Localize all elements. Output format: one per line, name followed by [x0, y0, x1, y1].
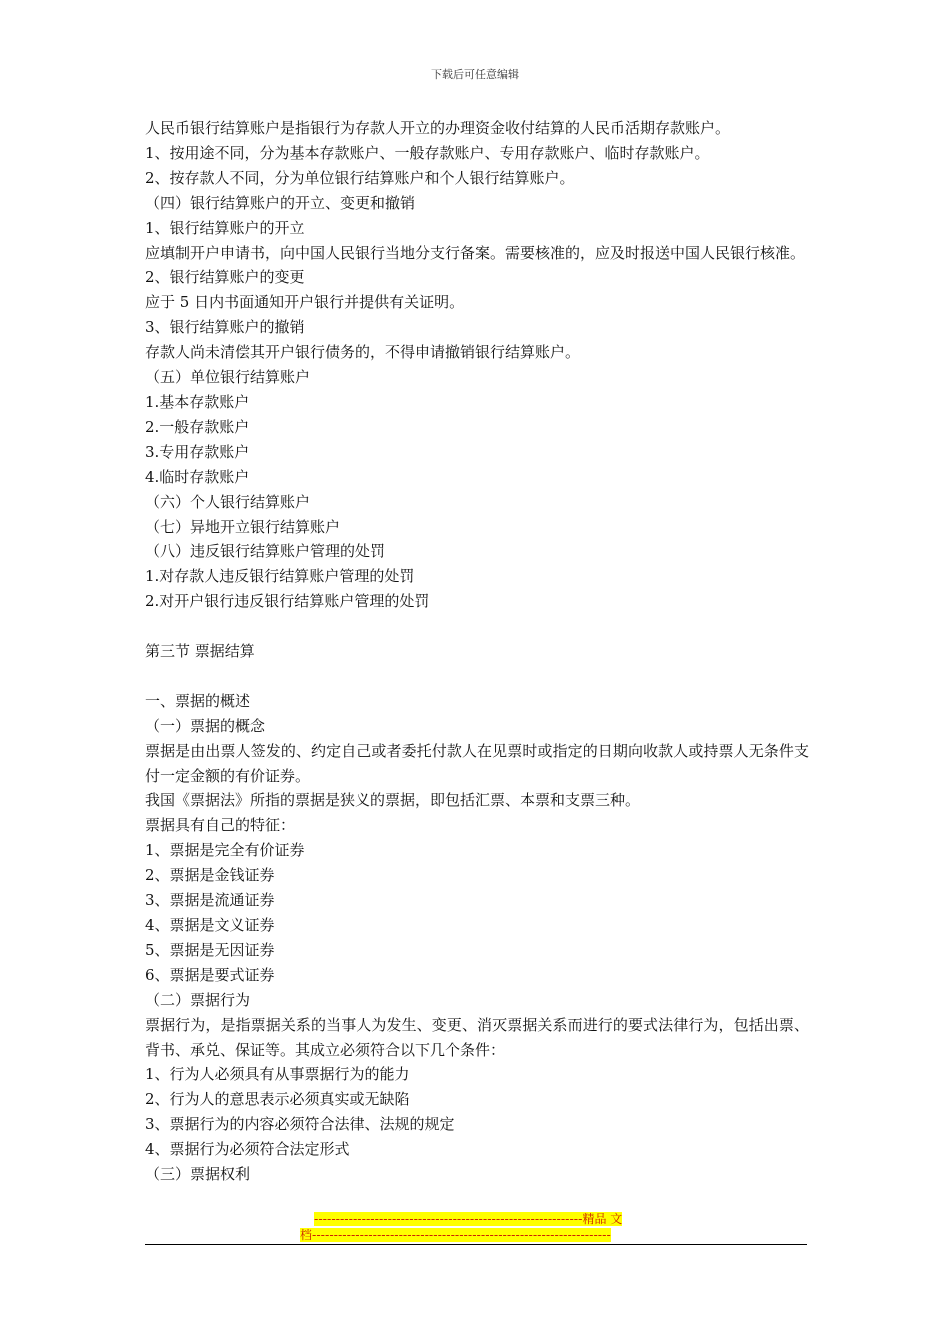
list-item: 2、票据是金钱证券	[145, 866, 275, 885]
banner-text: --------------------------------------------------------------精品 文	[314, 1212, 623, 1226]
subsection-heading: 1、银行结算账户的开立	[145, 218, 305, 237]
section-heading: （八）违反银行结算账户管理的处罚	[145, 542, 386, 561]
list-item: 3.专用存款账户	[145, 442, 250, 461]
page-header: 下载后可任意编辑	[431, 68, 519, 81]
paragraph: 存款人尚未清偿其开户银行债务的，不得申请撤销银行结算账户。	[145, 343, 581, 362]
paragraph: 人民币银行结算账户是指银行为存款人开立的办理资金收付结算的人民币活期存款账户。	[145, 119, 731, 137]
section-heading: 一、票据的概述	[145, 691, 251, 710]
list-item: 4、票据是文义证券	[145, 915, 275, 934]
list-item: 2.一般存款账户	[145, 417, 250, 436]
subsection-heading: 3、银行结算账户的撤销	[145, 318, 305, 337]
list-item: 2.对开户银行违反银行结算账户管理的处罚	[145, 592, 430, 611]
paragraph: 票据具有自己的特征：	[145, 816, 296, 835]
section-heading: （四）银行结算账户的开立、变更和撤销	[145, 193, 416, 212]
list-item: 1、票据是完全有价证券	[145, 841, 305, 860]
list-item: 3、票据行为的内容必须符合法律、法规的规定	[145, 1115, 455, 1134]
footer-divider	[145, 1244, 807, 1245]
list-item: 1.对存款人违反银行结算账户管理的处罚	[145, 567, 415, 586]
chapter-heading: 第三节 票据结算	[145, 642, 255, 661]
list-item: 2、行为人的意思表示必须真实或无缺陷	[145, 1090, 410, 1109]
list-item: 1.基本存款账户	[145, 392, 250, 411]
subsection-heading: （二）票据行为	[145, 990, 251, 1009]
paragraph: 票据是由出票人签发的、约定自己或者委托付款人在见票时或指定的日期向收款人或持票人无条件支付一定金额的有价证券。	[145, 741, 809, 785]
paragraph: 票据行为，是指票据关系的当事人为发生、变更、消灭票据关系而进行的要式法律行为，包括出票、背书、承兑、保证等。其成立必须符合以下几个条件：	[145, 1015, 809, 1059]
list-item: 2、按存款人不同，分为单位银行结算账户和个人银行结算账户。	[145, 168, 575, 187]
section-heading: （七）异地开立银行结算账户	[145, 517, 341, 536]
footer-watermark-banner	[300, 1211, 650, 1243]
subsection-heading: （三）票据权利	[145, 1165, 251, 1184]
paragraph: 我国《票据法》所指的票据是狭义的票据，即包括汇票、本票和支票三种。	[145, 791, 641, 810]
document-body	[145, 116, 809, 1187]
list-item: 1、按用途不同，分为基本存款账户、一般存款账户、专用存款账户、临时存款账户。	[145, 143, 710, 162]
blank-line	[145, 614, 809, 639]
blank-line	[145, 664, 809, 689]
paragraph: 应于 5 日内书面通知开户银行并提供有关证明。	[145, 293, 465, 312]
list-item: 1、行为人必须具有从事票据行为的能力	[145, 1065, 410, 1084]
list-item: 6、票据是要式证券	[145, 965, 275, 984]
list-item: 5、票据是无因证券	[145, 940, 275, 959]
banner-line	[300, 1227, 650, 1243]
subsection-heading: 2、银行结算账户的变更	[145, 268, 305, 287]
list-item: 4.临时存款账户	[145, 467, 250, 486]
subsection-heading: （一）票据的概念	[145, 716, 266, 735]
section-heading: （五）单位银行结算账户	[145, 368, 311, 387]
list-item: 4、票据行为必须符合法定形式	[145, 1140, 350, 1159]
banner-text: 档---------------------------------------------------------------------	[300, 1228, 611, 1242]
banner-line	[300, 1211, 650, 1227]
section-heading: （六）个人银行结算账户	[145, 492, 311, 511]
list-item: 3、票据是流通证券	[145, 891, 275, 910]
paragraph: 应填制开户申请书，向中国人民银行当地分支行备案。需要核准的，应及时报送中国人民银行核准。	[145, 243, 806, 262]
